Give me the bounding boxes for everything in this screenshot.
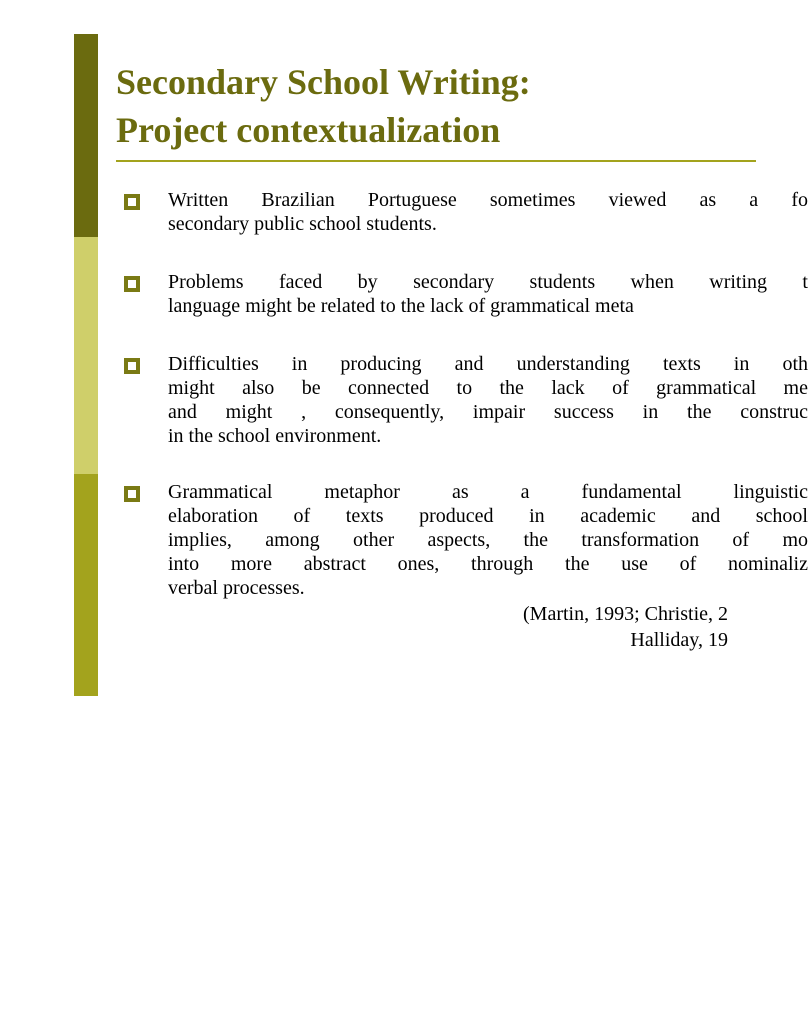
bullet-4-line-5: verbal processes. xyxy=(168,577,305,599)
bullet-1-text xyxy=(168,188,808,236)
side-bar-segment-3 xyxy=(74,237,98,474)
slide-title-line-2: Project contextualization xyxy=(116,110,501,150)
citation-line-1: (Martin, 1993; Christie, 2 xyxy=(523,603,728,625)
bullet-3-line-1: Difficulties in producing and understanding texts in oth xyxy=(168,353,808,375)
bullet-4-line-2: elaboration of texts produced in academic and school xyxy=(168,505,808,527)
side-bar-segment-2 xyxy=(74,130,98,237)
bullet-3-line-3: and might , consequently, impair success in the construc xyxy=(168,401,808,423)
side-bar-segment-4 xyxy=(74,474,98,696)
bullet-2-line-1: Problems faced by secondary students when writing t xyxy=(168,271,808,293)
citation-line-2: Halliday, 19 xyxy=(630,629,728,651)
slide-title-line-1: Secondary School Writing: xyxy=(116,62,531,102)
bullet-2-line-2: language might be related to the lack of grammatical meta xyxy=(168,295,634,317)
slide-title xyxy=(116,58,531,154)
bullet-4-line-4: into more abstract ones, through the use of nominaliz xyxy=(168,553,808,575)
side-bar-segment-1 xyxy=(74,34,98,130)
bullet-square-icon xyxy=(124,276,140,292)
bullet-4-text xyxy=(168,480,808,600)
bullet-3-line-2: might also be connected to the lack of grammatical me xyxy=(168,377,808,399)
bullet-square-icon xyxy=(124,194,140,210)
title-divider xyxy=(116,160,756,162)
bullet-square-icon xyxy=(124,486,140,502)
bullet-square-icon xyxy=(124,358,140,374)
bullet-1-line-1: Written Brazilian Portuguese sometimes viewed as a fo xyxy=(168,189,808,211)
bullet-4-line-1: Grammatical metaphor as a fundamental linguistic xyxy=(168,481,808,503)
bullet-2-text xyxy=(168,270,808,318)
bullet-1-line-2: secondary public school students. xyxy=(168,213,437,235)
bullet-3-line-4: in the school environment. xyxy=(168,425,382,447)
bullet-3-text xyxy=(168,352,808,448)
bullet-4-line-3: implies, among other aspects, the transformation of mo xyxy=(168,529,808,551)
